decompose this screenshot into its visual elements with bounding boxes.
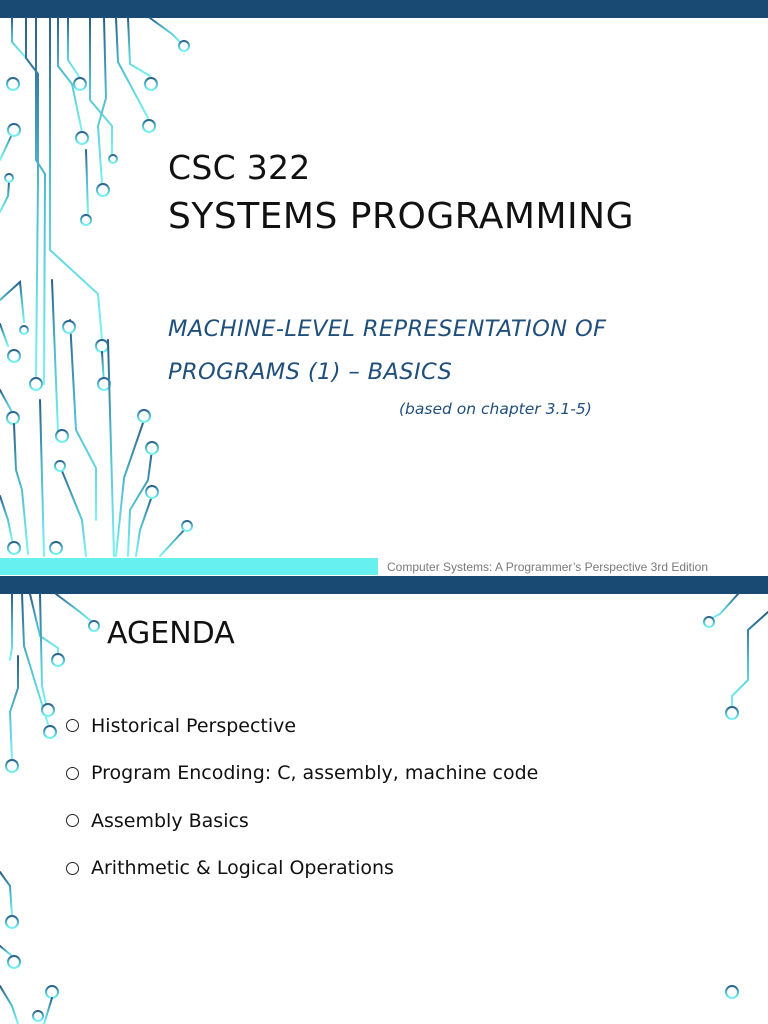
circle-bullet-icon — [66, 767, 79, 780]
footer-citation: Computer Systems: A Programmer’s Perspective 3rd Edition — [387, 560, 709, 574]
footer-accent-band — [0, 558, 378, 575]
agenda-item-label: Historical Perspective — [91, 714, 297, 737]
list-item — [66, 797, 538, 845]
list-item — [66, 750, 538, 798]
agenda-list — [66, 702, 538, 892]
agenda-item-label: Assembly Basics — [91, 809, 249, 832]
circle-bullet-icon — [66, 719, 79, 732]
chapter-note: (based on chapter 3.1-5) — [399, 400, 592, 418]
circuit-decoration-right — [690, 576, 768, 1024]
subtitle-line-1: MACHINE-LEVEL REPRESENTATION OF — [168, 316, 607, 342]
agenda-item-label: Arithmetic & Logical Operations — [91, 857, 394, 880]
list-item — [66, 845, 538, 893]
agenda-item-label: Program Encoding: C, assembly, machine code — [91, 762, 539, 785]
course-title: SYSTEMS PROGRAMMING — [168, 196, 634, 237]
agenda-slide — [0, 576, 768, 1024]
list-item — [66, 702, 538, 750]
circle-bullet-icon — [66, 862, 79, 875]
circuit-decoration-left — [0, 0, 200, 576]
course-code: CSC 322 — [168, 148, 311, 187]
subtitle-line-2: PROGRAMS (1) – BASICS — [168, 359, 453, 385]
circle-bullet-icon — [66, 814, 79, 827]
slide-header-bar — [0, 576, 768, 594]
agenda-title: AGENDA — [107, 616, 235, 651]
